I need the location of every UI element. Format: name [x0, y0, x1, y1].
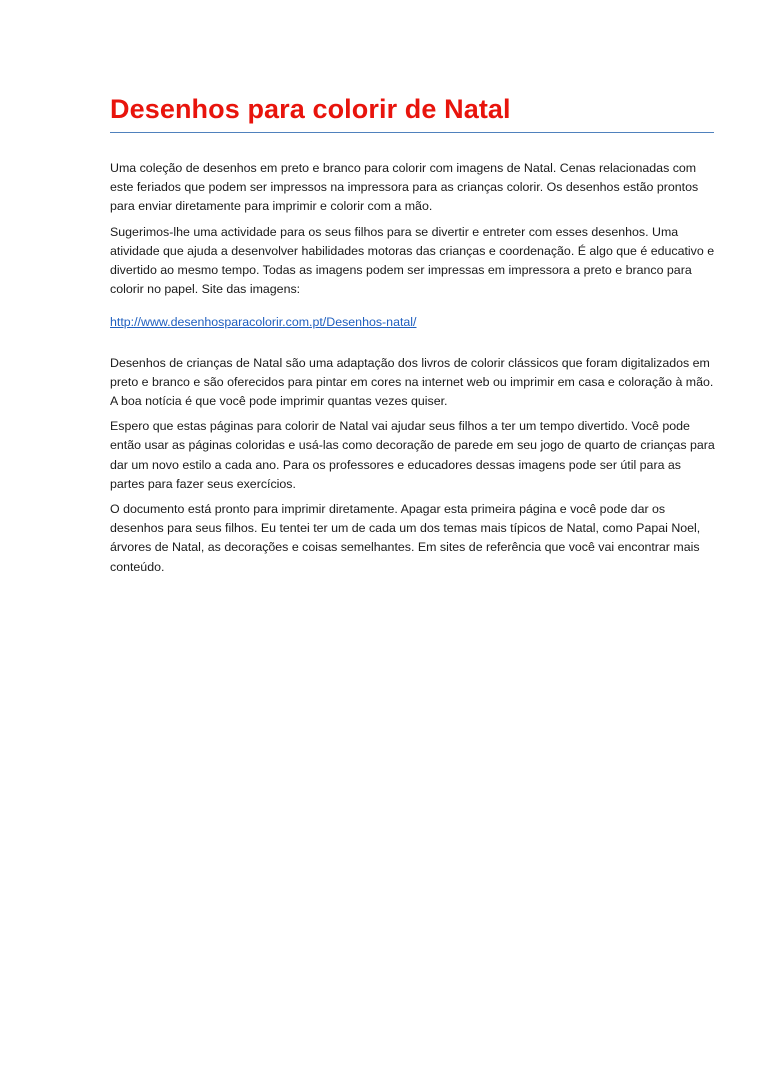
paragraph-hope: Espero que estas páginas para colorir de Natal vai ajudar seus filhos a ter um tempo divertido. Você pode então usar as páginas coloridas e usá-las como decoração de parede em seu jogo de quarto de crianças para dar um novo estilo a cada ano. Para os professores e educadores dessas imagens pode ser útil para as partes para fazer seus exercícios.: [110, 419, 715, 491]
link-container: [110, 313, 716, 332]
document-title: Desenhos para colorir de Natal: [110, 94, 511, 124]
paragraph-intro: Uma coleção de desenhos em preto e branco para colorir com imagens de Natal. Cenas relacionadas com este feriados que podem ser impressos na impressora para as crianças colorir. Os desenhos estão prontos para enviar diretamente para imprimir e colorir com a mão.: [110, 161, 699, 214]
paragraph-suggestion: Sugerimos-lhe uma actividade para os seus filhos para se divertir e entreter com esses desenhos. Uma atividade que ajuda a desenvolver habilidades motoras das crianças e coordenação. É algo que é educativo e divertido ao mesmo tempo. Todas as imagens podem ser impressas em impressora a preto e branco para colorir no papel. Site das imagens:: [110, 224, 715, 297]
paragraph-print-ready: O documento está pronto para imprimir diretamente. Apagar esta primeira página e você pode dar os desenhos para seus filhos. Eu tentei ter um de cada um dos temas mais típicos de Natal, como Papai Noel, árvores de Natal, as decorações e coisas semelhantes. Em sites de referência que você vai encontrar mais conteúdo.: [110, 502, 701, 574]
title-underline-rule: [110, 132, 714, 133]
paragraph-adaptation: Desenhos de crianças de Natal são uma adaptação dos livros de colorir clássicos que foram digitalizados em preto e branco e são oferecidos para pintar em cores na internet web ou imprimir em casa e coloração à mão. A boa notícia é que você pode imprimir quantas vezes quiser.: [110, 355, 714, 409]
document-page: [110, 90, 716, 577]
source-site-link[interactable]: http://www.desenhosparacolorir.com.pt/Desenhos-natal/: [110, 315, 417, 330]
